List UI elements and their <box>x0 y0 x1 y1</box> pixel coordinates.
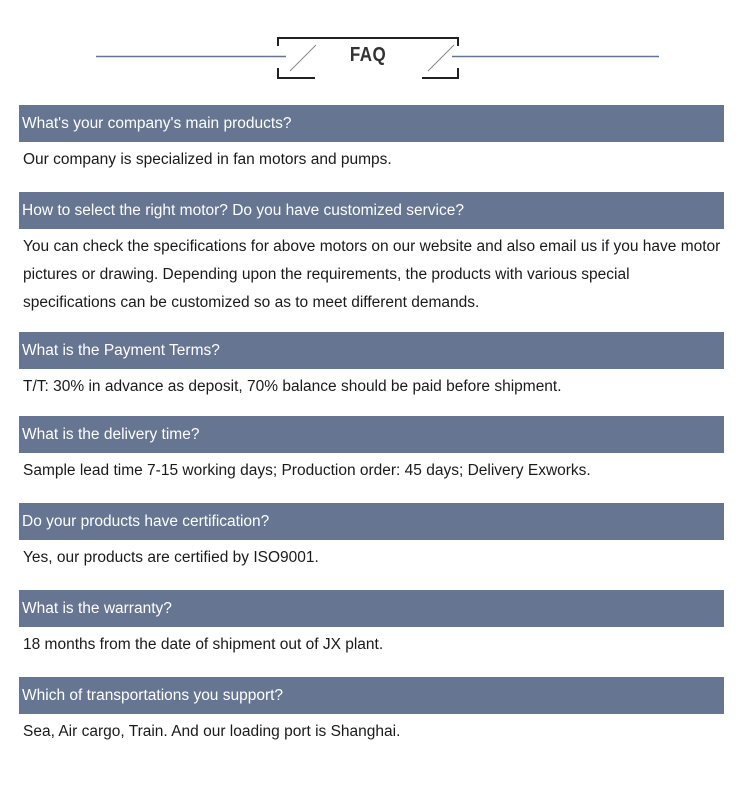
faq-answer: Our company is specialized in fan motors and pumps. <box>23 151 392 168</box>
faq-list <box>19 105 724 757</box>
faq-header <box>0 0 750 90</box>
faq-item <box>19 677 724 757</box>
faq-item <box>19 192 724 332</box>
faq-question: What is the Payment Terms? <box>19 332 724 369</box>
faq-question: How to select the right motor? Do you have customized service? <box>19 192 724 229</box>
page-title: FAQ <box>349 44 387 66</box>
faq-answer: T/T: 30% in advance as deposit, 70% balance should be paid before shipment. <box>23 378 562 395</box>
faq-answer: Sea, Air cargo, Train. And our loading port is Shanghai. <box>23 723 401 740</box>
faq-question: Do your products have certification? <box>19 503 724 540</box>
faq-item <box>19 416 724 503</box>
faq-answer: Sample lead time 7-15 working days; Production order: 45 days; Delivery Exworks. <box>23 462 591 479</box>
faq-question: Which of transportations you support? <box>19 677 724 714</box>
bracket-bottom-right <box>422 68 458 78</box>
faq-answer: You can check the specifications for above motors on our website and also email us if you have motor pictures or drawing. Depending upon the requirements, the products with various special specifications can be customized so as to meet different demands. <box>23 238 721 311</box>
bracket-bottom-left <box>278 68 315 78</box>
faq-question: What's your company's main products? <box>19 105 724 142</box>
faq-item <box>19 332 724 416</box>
faq-question: What is the delivery time? <box>19 416 724 453</box>
diagonal-accent-right <box>428 45 454 71</box>
faq-answer: 18 months from the date of shipment out of JX plant. <box>23 636 384 653</box>
faq-item <box>19 503 724 590</box>
faq-item <box>19 590 724 677</box>
faq-question: What is the warranty? <box>19 590 724 627</box>
faq-answer: Yes, our products are certified by ISO9001. <box>23 549 319 566</box>
faq-item <box>19 105 724 192</box>
